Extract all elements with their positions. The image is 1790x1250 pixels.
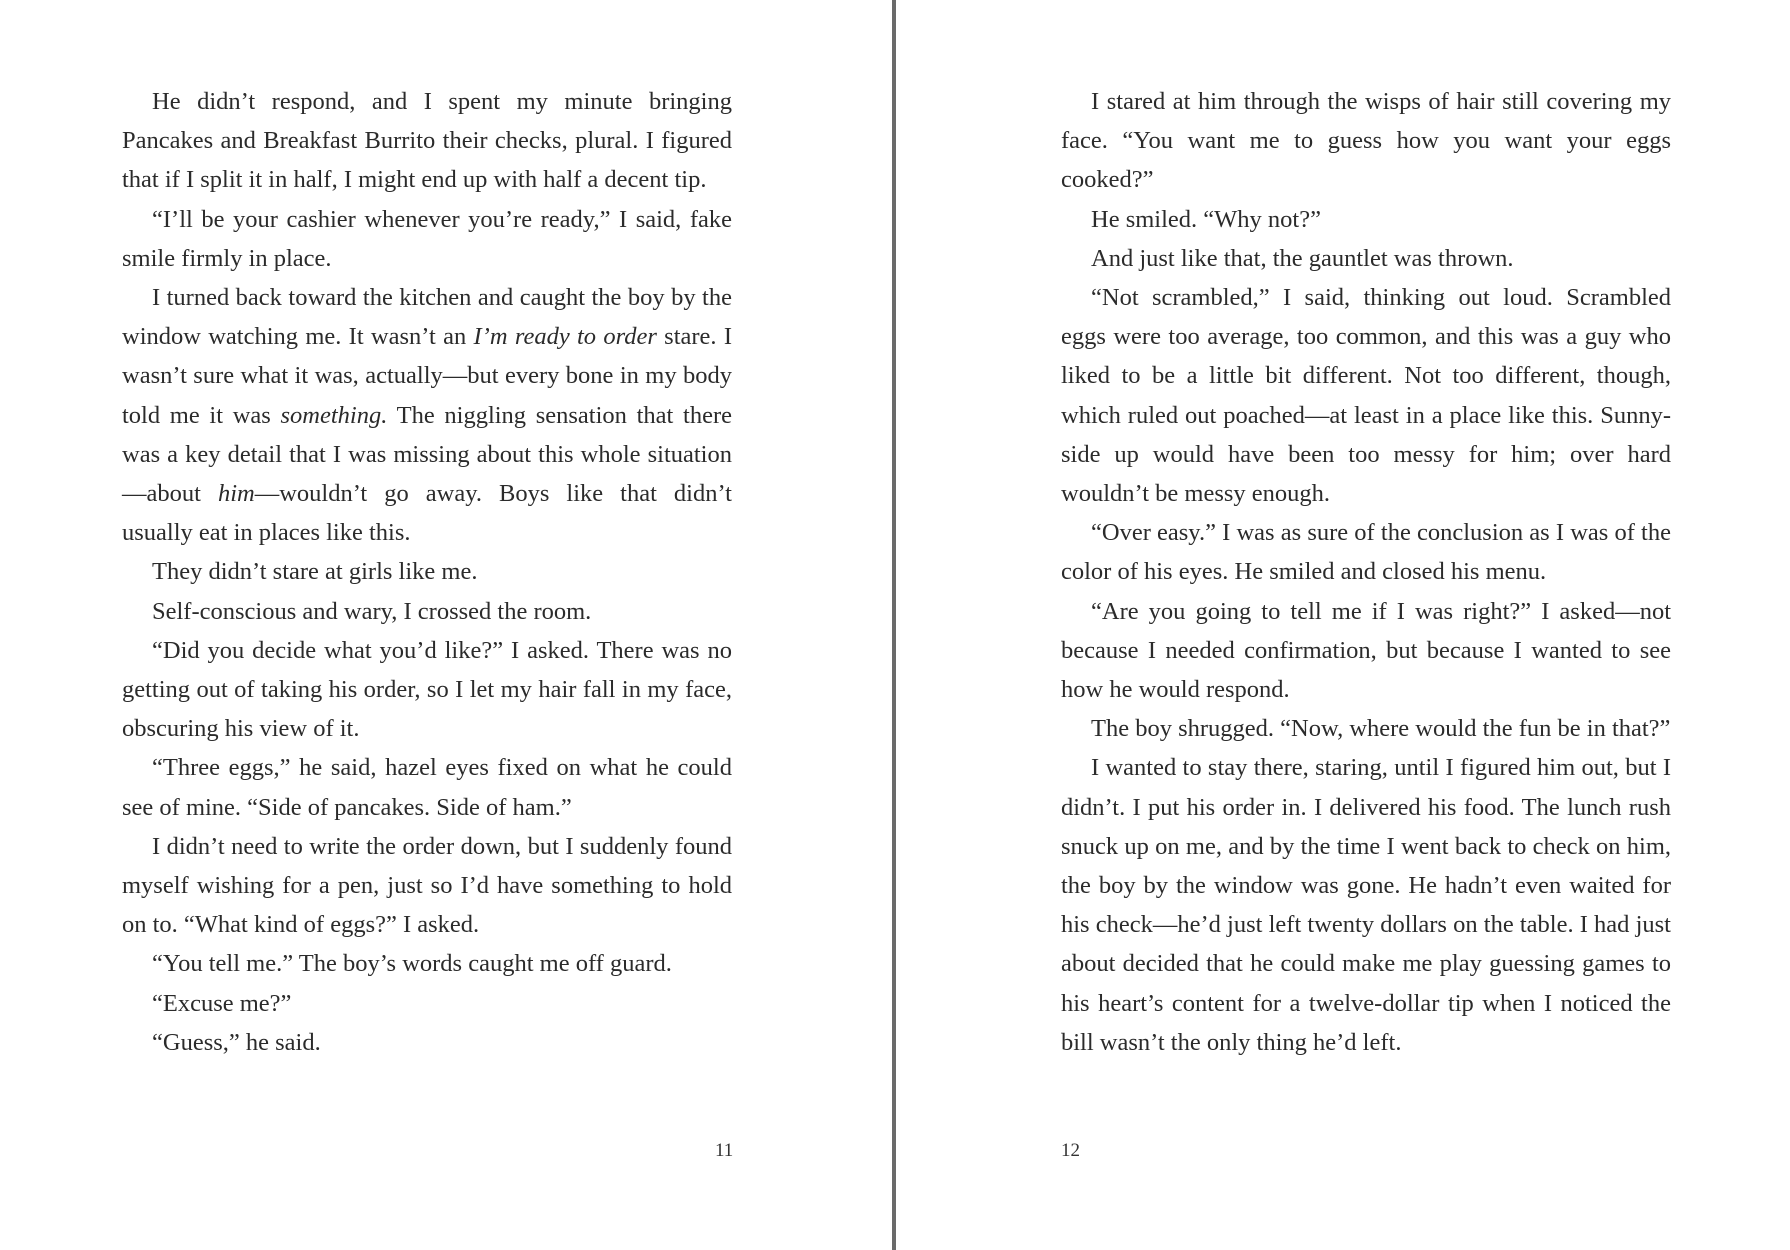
paragraph: He didn’t respond, and I spent my minute bringing Pancakes and Breakfast Burrito their checks, plural. I figured that if I split it in half, I might end up with half a decent tip. [122, 88, 732, 194]
paragraph: “Are you going to tell me if I was right?” I asked—not because I needed confirmation, but because I wanted to see how he would respond. [1061, 597, 1671, 704]
italic-text: I’m ready to order [473, 323, 657, 351]
paragraph: “Guess,” he said. [152, 1028, 321, 1056]
paragraph-text: stare. I wasn’t sure what it was, actually—but every bone in my body told me it was [122, 323, 732, 429]
left-page-text [122, 82, 732, 1062]
paragraph: And just like that, the gauntlet was thrown. [1091, 244, 1514, 272]
paragraph: The boy shrugged. “Now, where would the fun be in that?” [1091, 715, 1671, 743]
paragraph: “Over easy.” I was as sure of the conclusion as I was of the color of his eyes. He smiled and closed his menu. [1061, 519, 1671, 586]
paragraph: I wanted to stay there, staring, until I figured him out, but I didn’t. I put his order in. I delivered his food. The lunch rush snuck up on me, and by the time I went back to check on him, the boy by the window was gone. He hadn’t even waited for his check—he’d just left twenty dollars on the table. I had just about decided that he could make me play guessing games to his heart’s content for a twelve-dollar tip when I noticed the bill wasn’t the only thing he’d left. [1061, 754, 1671, 1056]
page-gutter-divider [892, 0, 896, 1250]
paragraph-text: —wouldn’t go away. Boys like that didn’t usually eat in places like this. [122, 480, 732, 547]
right-page-text [1061, 82, 1671, 1062]
paragraph: I didn’t need to write the order down, but I suddenly found myself wishing for a pen, just so I’d have something to hold on to. “What kind of eggs?” I asked. [122, 832, 732, 939]
paragraph: “Three eggs,” he said, hazel eyes fixed on what he could see of mine. “Side of pancakes. Side of ham.” [122, 754, 732, 821]
paragraph-text: The niggling sensation that there was a key detail that I was missing about this whole situation—about [122, 401, 732, 508]
paragraph: I stared at him through the wisps of hair still covering my face. “You want me to guess how you want your eggs cooked?” [1061, 88, 1671, 194]
page-number: 12 [1061, 1140, 1080, 1161]
italic-text: him [217, 480, 255, 508]
paragraph: “I’ll be your cashier whenever you’re ready,” I said, fake smile firmly in place. [122, 205, 732, 272]
paragraph: “You tell me.” The boy’s words caught me off guard. [152, 950, 672, 978]
page-number: 11 [715, 1140, 734, 1161]
paragraph: “Did you decide what you’d like?” I asked. There was no getting out of taking his order, so I let my hair fall in my face, obscuring his view of it. [122, 636, 732, 743]
paragraph [122, 278, 732, 552]
paragraph: They didn’t stare at girls like me. [152, 558, 478, 586]
paragraph: He smiled. “Why not?” [1091, 205, 1321, 233]
paragraph: “Excuse me?” [152, 989, 292, 1017]
paragraph: “Not scrambled,” I said, thinking out loud. Scrambled eggs were too average, too common, and this was a guy who liked to be a little bit different. Not too different, though, which ruled out poached—at least in a place like this. Sunny-side up would have been too messy for him; over hard wouldn’t be messy enough. [1061, 284, 1671, 508]
paragraph-text: I turned back toward the kitchen and caught the boy by the window watching me. It wasn’t an [122, 284, 732, 351]
italic-text: something. [280, 401, 388, 429]
paragraph: Self-conscious and wary, I crossed the room. [152, 597, 592, 625]
